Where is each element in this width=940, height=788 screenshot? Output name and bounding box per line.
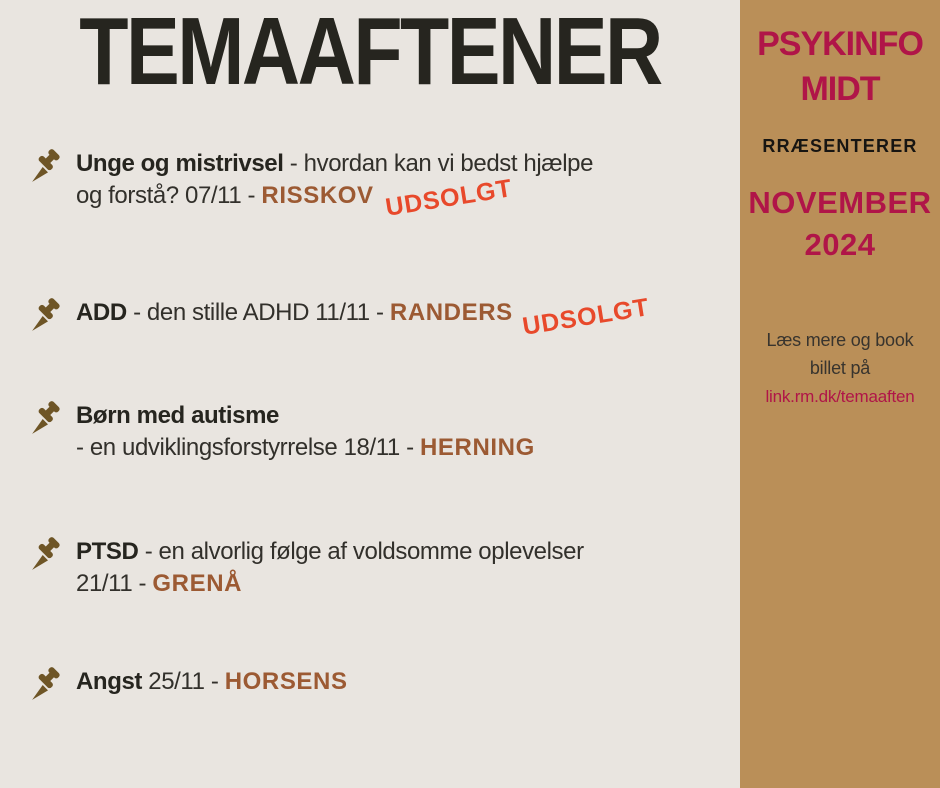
venue-label: GRENÅ <box>152 570 243 597</box>
brand-title <box>740 22 940 112</box>
event-item-unge-og-mistrivsel <box>30 148 690 222</box>
sidebar-panel <box>740 0 940 788</box>
event-title: ADD <box>76 299 127 326</box>
month-line1: NOVEMBER <box>748 185 932 220</box>
event-date: 25/11 - <box>142 668 225 695</box>
venue-label: HERNING <box>419 434 535 461</box>
event-title: Unge og mistrivsel <box>76 150 284 177</box>
month-label <box>740 182 940 266</box>
cta-line1: Læs mere og book <box>766 330 914 350</box>
event-title: Angst <box>76 668 142 695</box>
soldout-badge: UDSOLGT <box>520 293 652 341</box>
event-title: Børn med autisme <box>76 402 279 429</box>
brand-line1: PSYKINFO <box>757 25 923 63</box>
booking-link: link.rm.dk/temaaften <box>765 387 915 406</box>
event-description: - hvordan kan vi bedst hjælpe <box>283 150 594 177</box>
event-description: - den stille ADHD 11/11 - <box>126 299 390 326</box>
pushpin-icon <box>30 297 66 333</box>
cta-line2: billet på <box>809 358 871 378</box>
brand-line2: MIDT <box>800 70 880 108</box>
venue-label: RISSKOV <box>261 182 374 209</box>
pushpin-icon <box>30 400 66 436</box>
cta-text <box>740 326 940 411</box>
event-item-angst <box>30 666 690 698</box>
event-description: - en alvorlig følge af voldsomme oplevelser <box>138 538 584 565</box>
month-line2: 2024 <box>804 227 876 262</box>
event-item-boern-med-autisme <box>30 400 690 464</box>
page-title: TEMAAFTENER <box>79 0 661 105</box>
event-item-ptsd <box>30 536 690 600</box>
event-item-add <box>30 293 690 341</box>
event-title: PTSD <box>76 538 139 565</box>
event-text <box>76 148 690 212</box>
venue-label: HORSENS <box>224 668 348 695</box>
event-date: og forstå? 07/11 - <box>76 182 262 209</box>
pushpin-icon <box>30 536 66 572</box>
event-text <box>76 666 690 698</box>
pushpin-icon <box>30 148 66 184</box>
event-text <box>76 536 690 600</box>
event-text <box>76 400 690 464</box>
venue-label: RANDERS <box>389 299 513 326</box>
event-description: - en udviklingsforstyrrelse 18/11 - <box>76 434 420 461</box>
soldout-badge: UDSOLGT <box>383 174 515 222</box>
presents-label: RRÆSENTERER <box>762 136 918 156</box>
pushpin-icon <box>30 666 66 702</box>
event-date: 21/11 - <box>76 570 153 597</box>
